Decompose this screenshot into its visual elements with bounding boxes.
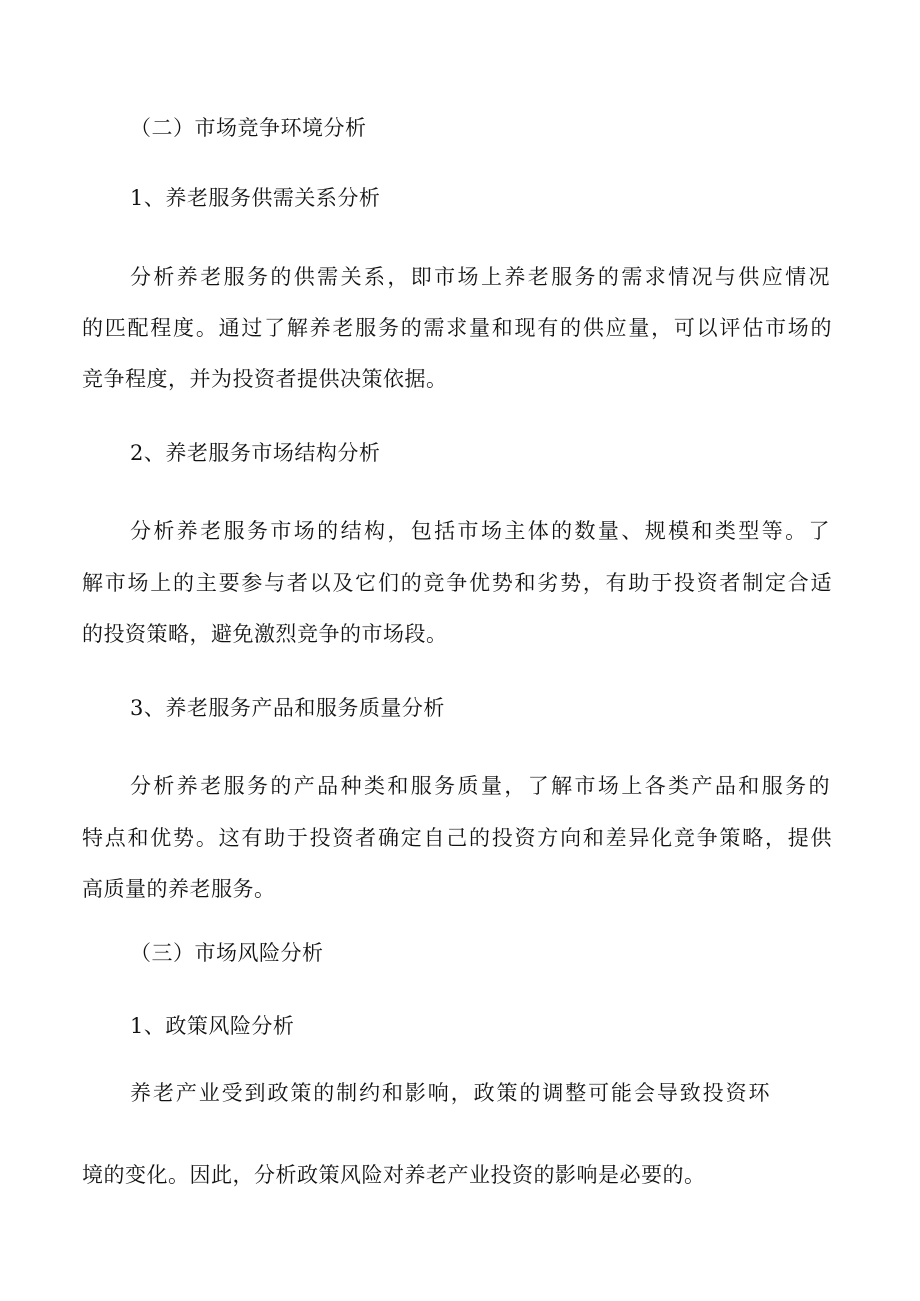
paragraph-line: 分析养老服务市场的结构，包括市场主体的数量、规模和类型等。了	[130, 519, 830, 543]
paragraph-line: 解市场上的主要参与者以及它们的竞争优势和劣势，有助于投资者制定合适	[82, 571, 832, 595]
paragraph-line: 特点和优势。这有助于投资者确定自己的投资方向和差异化竞争策略，提供	[82, 826, 832, 850]
paragraph-line: 竞争程度，并为投资者提供决策依据。	[82, 367, 448, 391]
section-heading-market-risk: （三）市场风险分析	[130, 941, 324, 965]
paragraph-line: 养老产业受到政策的制约和影响，政策的调整可能会导致投资环	[130, 1081, 770, 1105]
paragraph-line: 高质量的养老服务。	[82, 877, 276, 901]
subsection-title-market-structure: 2、养老服务市场结构分析	[130, 441, 381, 465]
subsection-title-policy-risk: 1、政策风险分析	[130, 1014, 295, 1038]
paragraph-line: 分析养老服务的产品种类和服务质量，了解市场上各类产品和服务的	[130, 774, 830, 798]
section-heading-market-competition: （二）市场竞争环境分析	[130, 116, 367, 140]
paragraph-line: 的投资策略，避免激烈竞争的市场段。	[82, 622, 448, 646]
paragraph-line: 的匹配程度。通过了解养老服务的需求量和现有的供应量，可以评估市场的	[82, 316, 832, 340]
paragraph-line: 境的变化。因此，分析政策风险对养老产业投资的影响是必要的。	[82, 1163, 706, 1187]
subsection-title-product-quality: 3、养老服务产品和服务质量分析	[130, 696, 445, 720]
subsection-title-supply-demand: 1、养老服务供需关系分析	[130, 186, 381, 210]
paragraph-line: 分析养老服务的供需关系，即市场上养老服务的需求情况与供应情况	[130, 265, 830, 289]
